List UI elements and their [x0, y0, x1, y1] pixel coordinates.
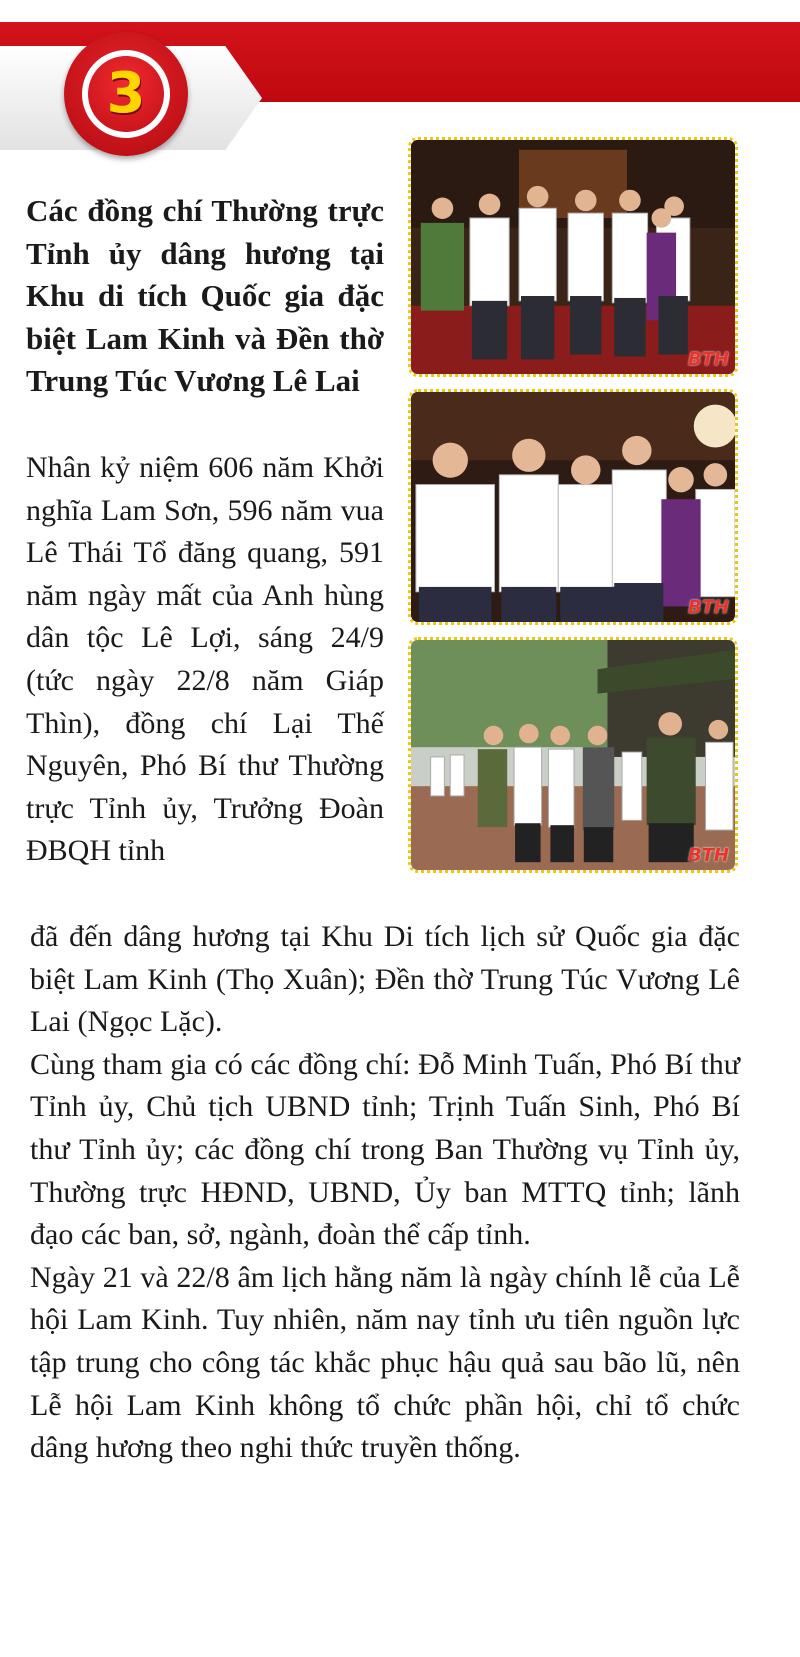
paragraph-3: Ngày 21 và 22/8 âm lịch hằng năm là ngày chính lễ của Lễ hội Lam Kinh. Tuy nhiên, năm nay tỉnh ưu tiên nguồn lực tập trung cho công tác khắc phục hậu quả sau bão lũ, nên Lễ hội Lam Kinh không tổ chức phần hội, chỉ tổ chức dâng hương theo nghi thức truyền thống.: [30, 1260, 740, 1465]
photo-2-illustration: [411, 392, 735, 622]
paragraph-1-column: Nhân kỷ niệm 606 năm Khởi nghĩa Lam Sơn, 596 năm vua Lê Thái Tổ đăng quang, 591 năm ngày mất của Anh hùng dân tộc Lê Lợi, sáng 24/9 (tức ngày 22/8 năm Giáp Thìn), đồng chí Lại Thế Nguyên, Phó Bí thư Thường trực Tỉnh ủy, Trưởng Đoàn ĐBQH tỉnh: [26, 451, 384, 868]
photo-1-illustration: [411, 140, 735, 374]
paragraph-1-continuation: đã đến dâng hương tại Khu Di tích lịch sử Quốc gia đặc biệt Lam Kinh (Thọ Xuân); Đền thờ Trung Túc Vương Lê Lai (Ngọc Lặc).: [30, 920, 740, 1039]
section-number: 3: [106, 61, 146, 126]
section-badge: [88, 56, 164, 132]
photo-2-watermark: BTH: [687, 597, 729, 618]
photo-1-watermark: BTH: [687, 349, 729, 370]
photo-incense-offering-3: [408, 637, 738, 873]
photo-3-watermark: BTH: [687, 845, 729, 866]
article-body-full-width: [30, 916, 740, 1470]
photo-incense-offering-2: [408, 389, 738, 625]
photo-incense-offering-1: [408, 137, 738, 377]
photo-3-illustration: [411, 640, 735, 870]
paragraph-2: Cùng tham gia có các đồng chí: Đỗ Minh Tuấn, Phó Bí thư Tỉnh ủy, Chủ tịch UBND tỉnh; Trịnh Tuấn Sinh, Phó Bí thư Tỉnh ủy; các đồng chí trong Ban Thường vụ Tỉnh ủy, Thường trực HĐND, UBND, Ủy ban MTTQ tỉnh; lãnh đạo các ban, sở, ngành, đoàn thể cấp tỉnh.: [30, 1047, 740, 1252]
article-headline: Các đồng chí Thường trực Tỉnh ủy dâng hương tại Khu di tích Quốc gia đặc biệt Lam Kinh và Đền thờ Trung Túc Vương Lê Lai: [26, 193, 384, 399]
